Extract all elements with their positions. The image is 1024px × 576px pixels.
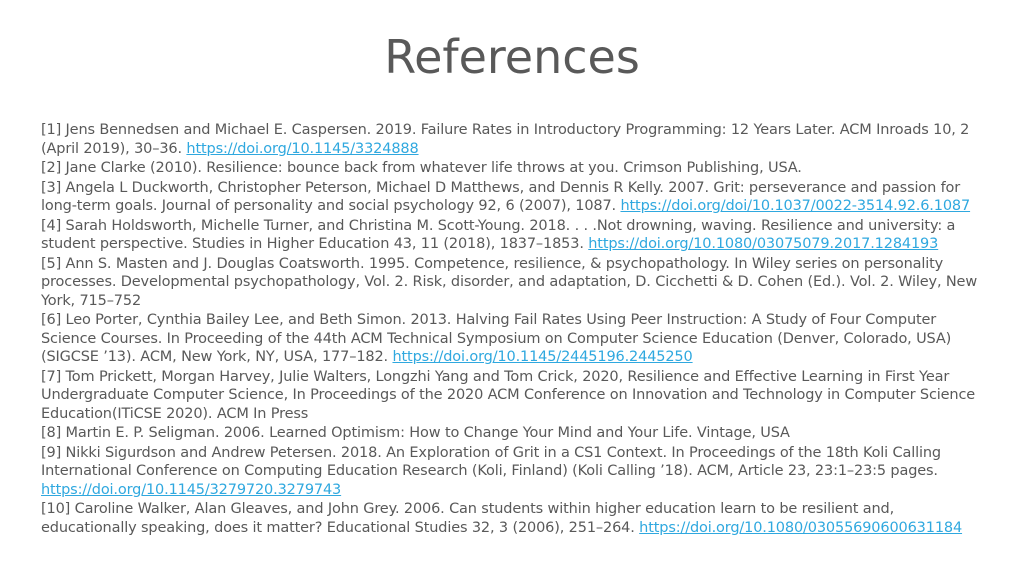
- reference-6-link[interactable]: https://doi.org/10.1145/2445196.2445250: [392, 349, 693, 365]
- reference-8: [41, 424, 989, 443]
- reference-3-link[interactable]: https://doi.org/doi/10.1037/0022-3514.92.6.1087: [620, 198, 971, 214]
- reference-3-text: [3] Angela L Duckworth, Christopher Peterson, Michael D Matthews, and Dennis R Kelly. 2007. Grit: perseverance and passion for long-term goals. Journal of personality and social psychology 92, 6 (2007), 1087.: [41, 179, 961, 214]
- reference-9-text: [9] Nikki Sigurdson and Andrew Petersen. 2018. An Exploration of Grit in a CS1 Context. In Proceedings of the 18th Koli Calling International Conference on Computing Education Research (Koli, Finland) (Koli Calling ’18). ACM, Article 23, 23:1–23:5 pages.: [41, 444, 941, 479]
- reference-7: [41, 368, 989, 424]
- reference-8-text: [8] Martin E. P. Seligman. 2006. Learned Optimism: How to Change Your Mind and Your Life. Vintage, USA: [41, 425, 790, 441]
- reference-5: [41, 255, 989, 311]
- reference-1: [41, 121, 989, 158]
- reference-5-text: [5] Ann S. Masten and J. Douglas Coatsworth. 1995. Competence, resilience, & psychopathology. In Wiley series on personality processes. Developmental psychopathology, Vol. 2. Risk, disorder, and adaptation, D. Cicchetti & D. Cohen (Ed.). Vol. 2. Wiley, New York, 715–752: [41, 255, 978, 309]
- reference-10-text: [10] Caroline Walker, Alan Gleaves, and John Grey. 2006. Can students within higher education learn to be resilient and, educationally speaking, does it matter? Educational Studies 32, 3 (2006), 251–264.: [41, 501, 895, 536]
- reference-10: [41, 500, 989, 537]
- reference-9-link[interactable]: https://doi.org/10.1145/3279720.3279743: [41, 481, 342, 498]
- reference-2-text: [2] Jane Clarke (2010). Resilience: bounce back from whatever life throws at you. Crimson Publishing, USA.: [41, 160, 802, 176]
- reference-4-text: [4] Sarah Holdsworth, Michelle Turner, and Christina M. Scott-Young. 2018. . . .Not drowning, waving. Resilience and university: a student perspective. Studies in Higher Education 43, 11 (2018), 1837–1853.: [41, 217, 956, 252]
- reference-6: [41, 311, 989, 367]
- reference-1-text: [1] Jens Bennedsen and Michael E. Caspersen. 2019. Failure Rates in Introductory Programming: 12 Years Later. ACM Inroads 10, 2 (April 2019), 30–36.: [41, 122, 970, 157]
- slide-title: References: [384, 30, 640, 84]
- reference-10-link[interactable]: https://doi.org/10.1080/03055690600631184: [639, 519, 963, 536]
- references-list: [41, 121, 989, 538]
- reference-2: [41, 159, 989, 178]
- reference-6-text: [6] Leo Porter, Cynthia Bailey Lee, and Beth Simon. 2013. Halving Fail Rates Using Peer Instruction: A Study of Four Computer Science Courses. In Proceeding of the 44th ACM Technical Symposium on Computer Science Education (Denver, Colorado, USA) (SIGCSE ’13). ACM, New York, NY, USA, 177–182.: [41, 312, 952, 365]
- reference-9: [41, 444, 989, 500]
- reference-4-link[interactable]: https://doi.org/10.1080/03075079.2017.1284193: [588, 236, 939, 252]
- reference-4: [41, 217, 989, 254]
- reference-1-link[interactable]: https://doi.org/10.1145/3324888: [186, 140, 419, 157]
- reference-3: [41, 179, 989, 216]
- reference-7-text: [7] Tom Prickett, Morgan Harvey, Julie Walters, Longzhi Yang and Tom Crick, 2020, Resilience and Effective Learning in First Year Undergraduate Computer Science, In Proceedings of the 2020 ACM Conference on Innovation and Technology in Computer Science Education(ITiCSE 2020). ACM In Press: [41, 368, 976, 422]
